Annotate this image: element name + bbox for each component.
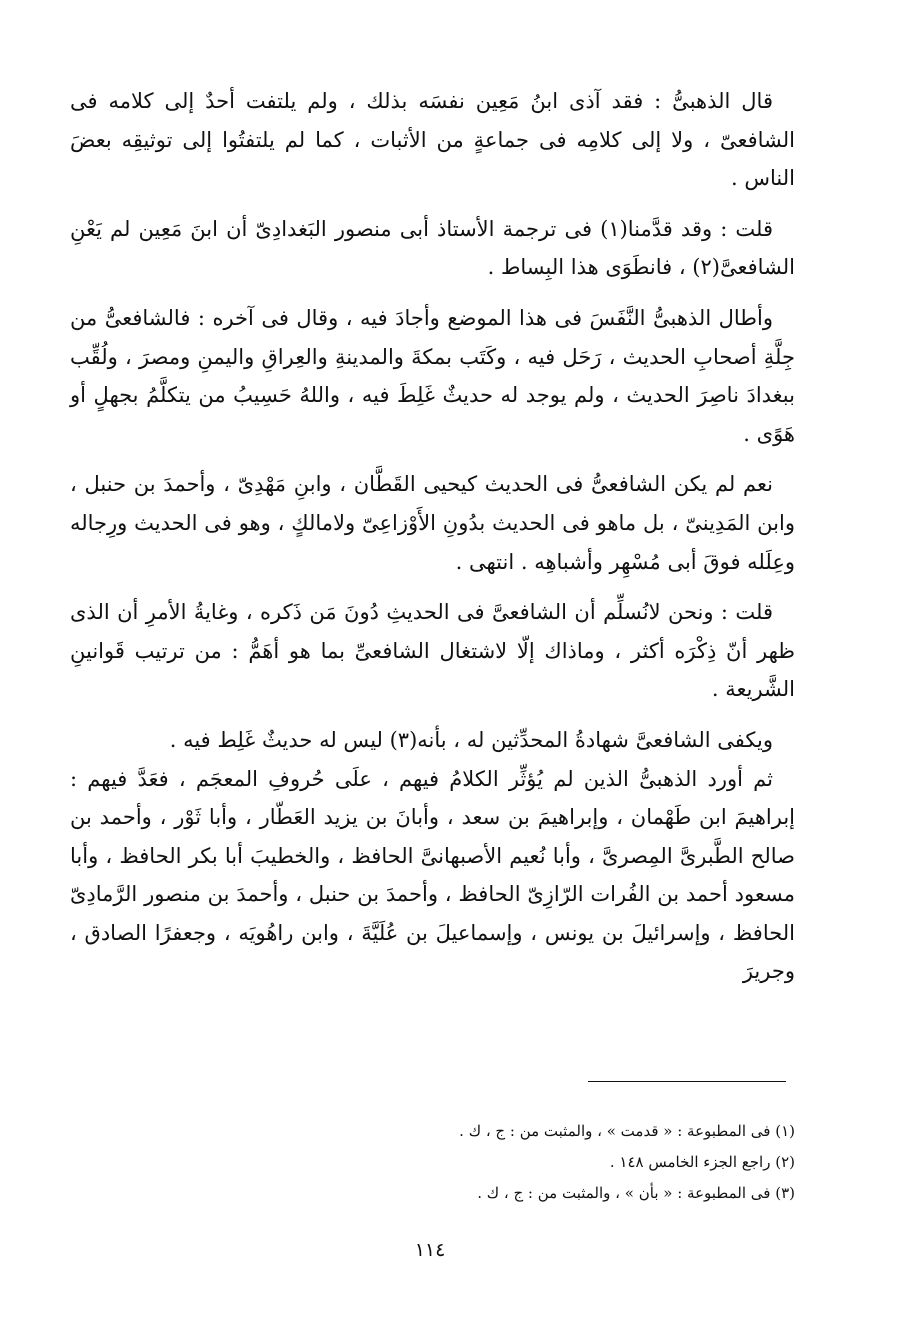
paragraph-6: ويكفى الشافعىَّ شهادةُ المحدِّثين له ، بأنه(٣) ليس له حديثٌ غَلِط فيه . — [169, 727, 773, 752]
footnotes — [120, 1116, 795, 1209]
paragraph-5: قلت : ونحن لانُسلِّم أن الشافعىَّ فى الحديثِ دُونَ مَن ذَكره ، وغايةُ الأمرِ أن الذى ظهر أنّ ذِكْرَه أكثر ، وماذاك إلّا لاشتغال الشافعىِّ بما هو أهَمُّ : من ترتيب قَوانينِ الشَّريعة . — [70, 600, 795, 702]
paragraph-3: وأطال الذهبىُّ النَّفَسَ فى هذا الموضع وأجادَ فيه ، وقال فى آخره : فالشافعىُّ من جِلَّةِ أصحابِ الحديث ، رَحَل فيه ، وكَتَب بمكةَ والمدينةِ والعِراقِ واليمنِ ومصرَ ، ولُقِّب ببغدادَ ناصِرَ الحديث ، ولم يوجد له حديثٌ غَلِطَ فيه ، واللهُ حَسِيبُ من يتكلَّمُ بجهلٍ أو هَوًى . — [70, 305, 795, 446]
page-number: ١١٤ — [414, 1239, 446, 1261]
footnote-separator — [588, 1081, 786, 1082]
paragraph-2: قلت : وقد قدَّمنا(١) فى ترجمة الأستاذ أبى منصور البَغدادِىّ أن ابنَ مَعِين لم يَعْنِ الشافعىَّ(٢) ، فانطَوَى هذا البِساط . — [70, 216, 795, 280]
paragraph-1: قال الذهبىُّ : فقد آذى ابنُ مَعِين نفسَه بذلك ، ولم يلتفت أحدٌ إلى كلامه فى الشافعىّ ، ولا إلى كلامِه فى جماعةٍ من الأثبات ، كما لم يلتفتُوا إلى توثيقِه بعضَ الناس . — [70, 89, 795, 191]
paragraph-4: نعم لم يكن الشافعىُّ فى الحديث كيحيى القَطَّان ، وابنِ مَهْدِىّ ، وأحمدَ بن حنبل ، وابن المَدِينىّ ، بل ماهو فى الحديث بدُونِ الأَوْزاعِىّ ولامالكٍ ، وهو فى الحديث ورِجاله وعِلَله فوقَ أبى مُسْهِر وأشباهِه . انتهى . — [70, 472, 795, 574]
footnote-3: (٣) فى المطبوعة : « بأن » ، والمثبت من : ج ، ك . — [477, 1184, 795, 1202]
main-text — [70, 82, 795, 991]
footnote-1: (١) فى المطبوعة : « قدمت » ، والمثبت من : ج ، ك . — [459, 1122, 795, 1140]
footnote-2: (٢) راجع الجزء الخامس ١٤٨ . — [609, 1153, 795, 1171]
paragraph-7: ثم أورد الذهبىُّ الذين لم يُؤثِّر الكلامُ فيهم ، علَى حُروفِ المعجَم ، فعَدَّ فيهم : إبراهيمَ ابن طَهْمان ، وإبراهيمَ بن سعد ، وأبانَ بن يزيد العَطّار ، وأبا ثَوْر ، وأحمد بن صالح الطَّبرىَّ المِصرىَّ ، وأبا نُعيم الأصبهانىَّ الحافظ ، والخطيبَ أبا بكر الحافظ ، وأبا مسعود أحمد بن الفُرات الرّازِىّ الحافظ ، وأحمدَ بن حنبل ، وأحمدَ بن منصور الرَّمادِىّ الحافظ ، وإسرائيلَ بن يونس ، وإسماعيلَ بن عُلَيَّةَ ، وابن راهُويَه ، وجعفرًا الصادق ، وجريرَ — [70, 766, 795, 984]
